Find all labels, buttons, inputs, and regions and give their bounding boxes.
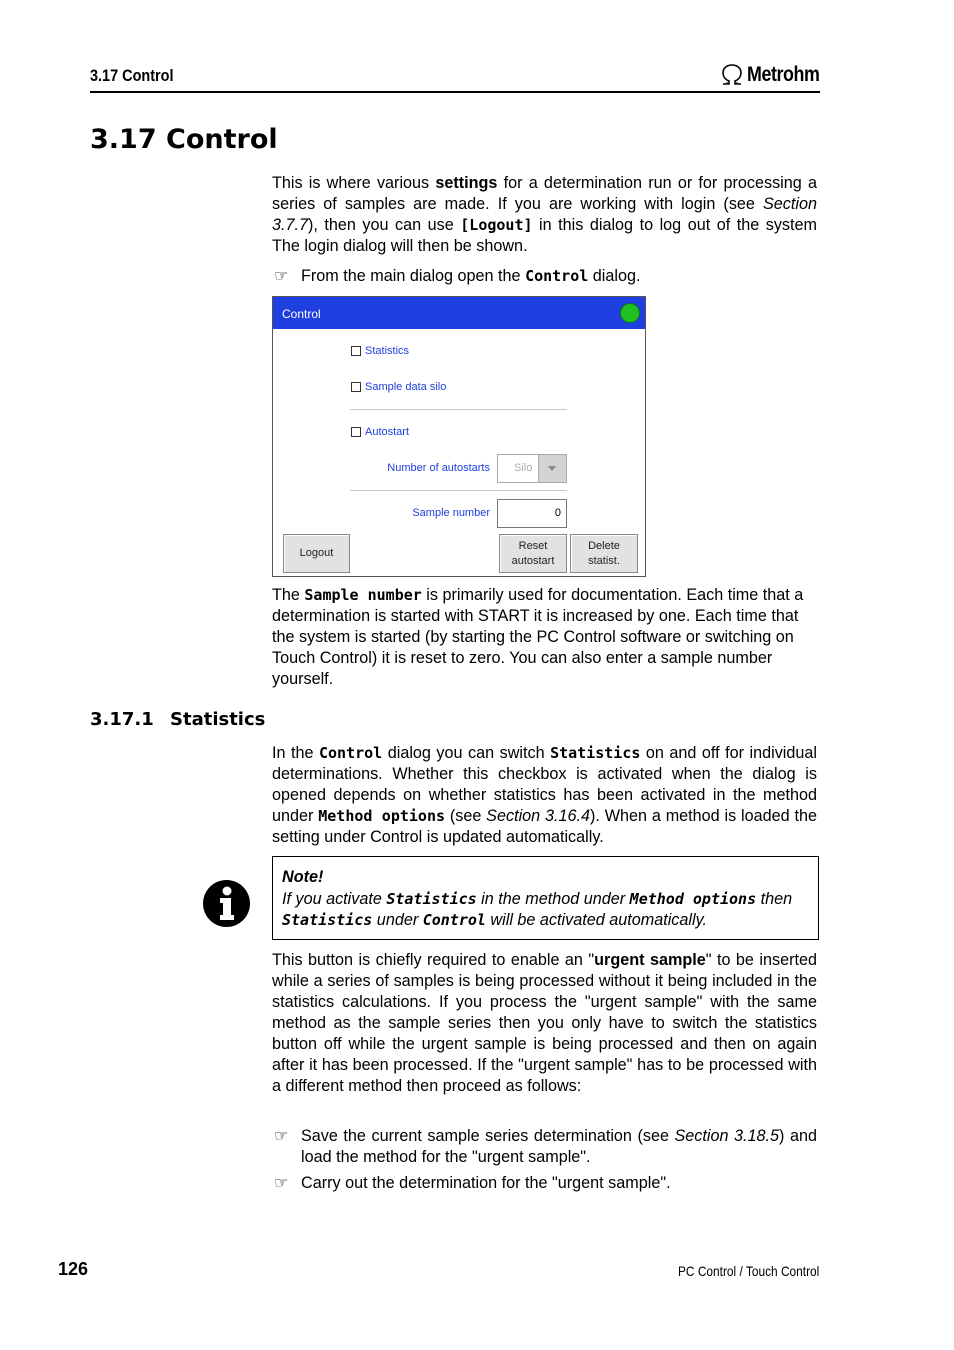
note-text: If you activate Statistics in the method under Method options then Statistics under Control will be activated automatically.: [282, 890, 793, 929]
sample-number-label: Sample number: [412, 507, 490, 519]
checkbox-icon: [351, 427, 361, 437]
intro-paragraph: This is where various settings for a determination run or for processing a series of samples are made. If you are working with login (see Section 3.7.7), then you can use [Logout] in this dialog to log out of the system The login dialog will then be shown.: [272, 174, 818, 255]
control-dialog: [272, 296, 646, 577]
info-icon: [203, 880, 250, 927]
separator: [350, 409, 567, 410]
checkbox-icon: [351, 382, 361, 392]
note-title: Note!: [282, 868, 324, 886]
running-header-section: 3.17 Control: [90, 66, 174, 85]
logout-button[interactable]: Logout: [283, 534, 350, 573]
pointing-hand-icon: ☞: [274, 268, 289, 285]
sample-number-input[interactable]: 0: [497, 499, 567, 528]
brand-logo: [720, 62, 832, 88]
dialog-title: Control: [282, 307, 321, 321]
step-open-control: From the main dialog open the Control dialog.: [301, 267, 641, 285]
delete-statistics-button[interactable]: Delete statist.: [570, 534, 638, 573]
brand-name: Metrohm: [747, 63, 820, 86]
metrohm-omega-icon: [720, 64, 744, 86]
section-heading-statistics: 3.17.1 Statistics: [90, 709, 266, 730]
separator: [350, 490, 567, 491]
autostart-checkbox[interactable]: Autostart: [351, 426, 409, 438]
statistics-paragraph: In the Control dialog you can switch Statistics on and off for individual determinations. Whether this checkbox is activated when the dialog is opened depends on whether statistics has been activated in the method under Method options (see Section 3.16.4). When a method is loaded the setting under Control is updated automatically.: [272, 744, 817, 846]
urgent-sample-paragraph: This button is chiefly required to enable an "urgent sample" to be inserted while a series of samples is being processed without it being included in the statistics calculations. If you process the "urgent sample" with the same method as the sample series then you only have to switch the statistics button off while the urgent sample is being processed and then on again after it has been processed. If the "urgent sample" has to be processed with a different method then proceed as follows:: [272, 951, 817, 1095]
header-rule: [90, 91, 820, 93]
dialog-titlebar: [273, 297, 645, 329]
pointing-hand-icon: ☞: [274, 1128, 289, 1145]
page-title: 3.17 Control: [90, 124, 278, 155]
step-carry-out: Carry out the determination for the "urgent sample".: [301, 1174, 671, 1192]
status-led-icon: [620, 303, 640, 323]
sample-number-paragraph: The Sample number is primarily used for documentation. Each time that a determination is started with START it is increased by one. Each time that the system is started (by starting the PC Control software or switching on Touch Control) it is reset to zero. You can also enter a sample number yourself.: [272, 586, 804, 688]
statistics-checkbox[interactable]: Statistics: [351, 345, 409, 357]
footer-product: PC Control / Touch Control: [678, 1263, 820, 1279]
page-number: 126: [58, 1259, 89, 1279]
pointing-hand-icon: ☞: [274, 1175, 289, 1192]
step-save-series: Save the current sample series determination (see Section 3.18.5) and load the method for the "urgent sample".: [301, 1127, 817, 1166]
number-of-autostarts-select[interactable]: Silo: [497, 454, 567, 483]
number-of-autostarts-label: Number of autostarts: [387, 462, 490, 474]
checkbox-icon: [351, 346, 361, 356]
chevron-down-icon[interactable]: [538, 455, 566, 482]
sample-data-silo-checkbox[interactable]: Sample data silo: [351, 381, 446, 393]
note-box: [272, 856, 819, 940]
reset-autostart-button[interactable]: Reset autostart: [499, 534, 567, 573]
